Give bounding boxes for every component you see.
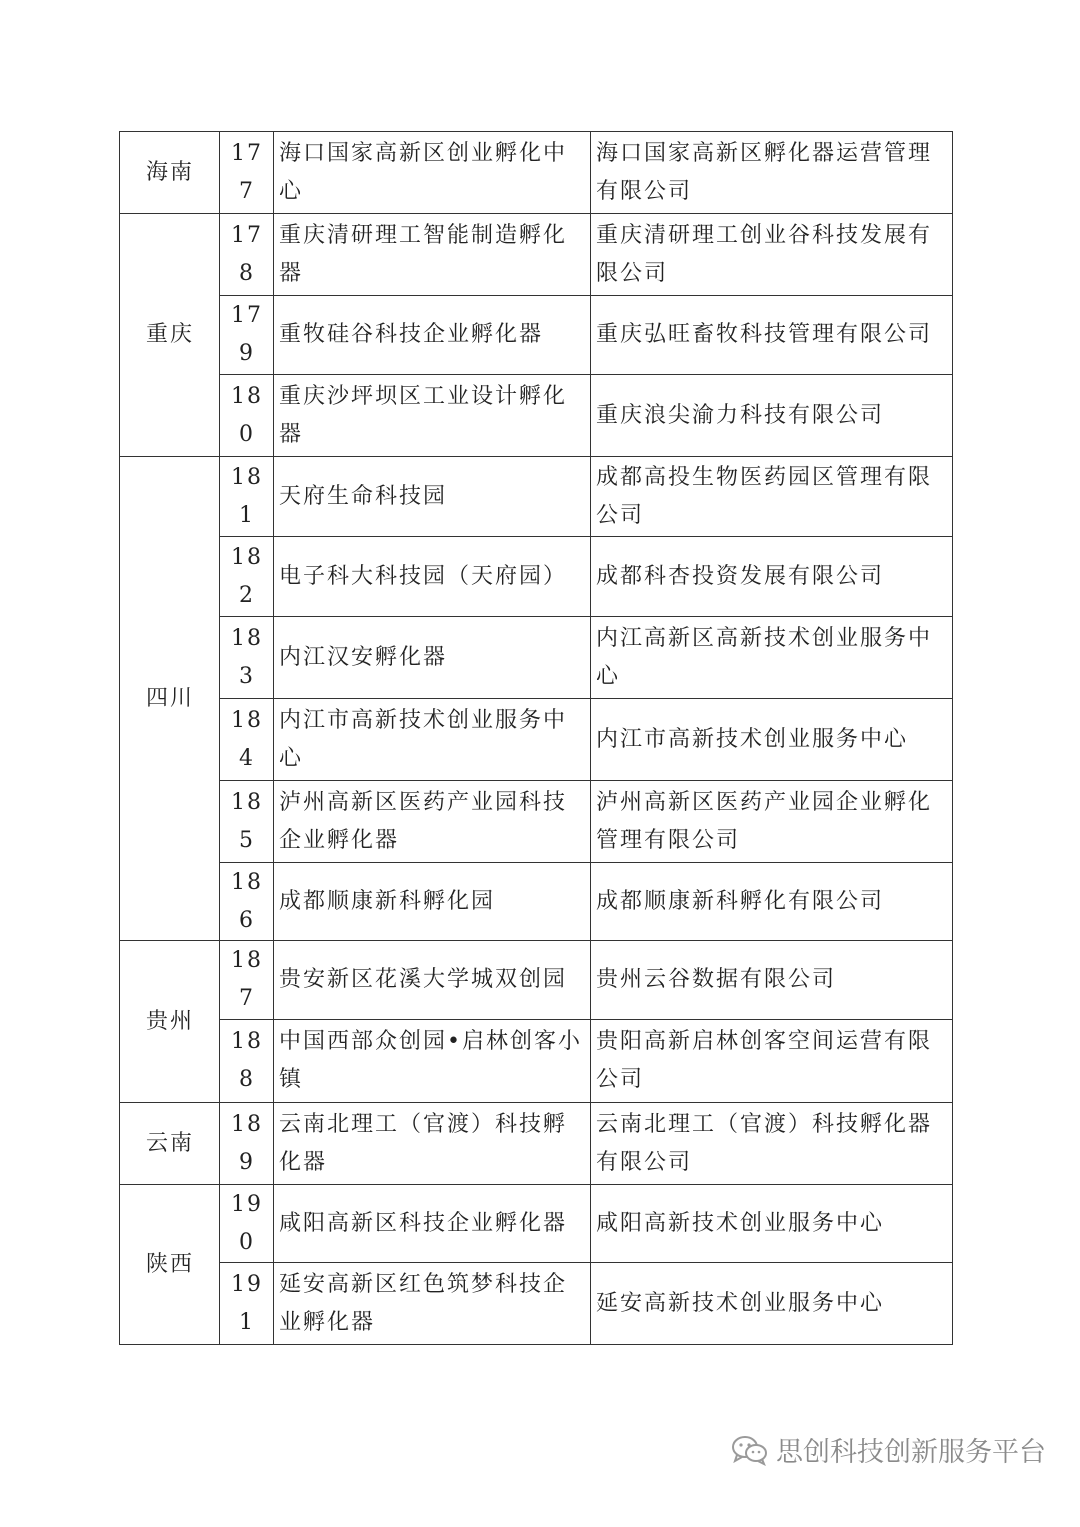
table-row	[120, 941, 953, 1020]
incubator-name: 延安高新区红色筑梦科技企业孵化器	[274, 1263, 591, 1345]
operator-name: 云南北理工（官渡）科技孵化器有限公司	[591, 1103, 953, 1185]
table-row	[120, 457, 953, 537]
operator-name: 贵阳高新启林创客空间运营有限公司	[591, 1020, 953, 1103]
operator-name: 成都科杏投资发展有限公司	[591, 537, 953, 617]
incubator-name: 天府生命科技园	[274, 457, 591, 537]
table-row	[120, 863, 953, 941]
serial-number: 185	[220, 781, 274, 863]
incubator-name: 电子科大科技园（天府园）	[274, 537, 591, 617]
incubator-name: 重庆清研理工智能制造孵化器	[274, 214, 591, 296]
province-cell: 四川	[120, 457, 220, 941]
serial-number: 180	[220, 375, 274, 457]
incubator-name: 重庆沙坪坝区工业设计孵化器	[274, 375, 591, 457]
serial-number: 177	[220, 132, 274, 214]
table-row	[120, 132, 953, 214]
incubator-name: 贵安新区花溪大学城双创园	[274, 941, 591, 1020]
province-cell: 重庆	[120, 214, 220, 457]
table-row	[120, 699, 953, 781]
serial-number: 187	[220, 941, 274, 1020]
operator-name: 重庆弘旺畜牧科技管理有限公司	[591, 296, 953, 375]
operator-name: 重庆浪尖渝力科技有限公司	[591, 375, 953, 457]
operator-name: 贵州云谷数据有限公司	[591, 941, 953, 1020]
incubator-name: 云南北理工（官渡）科技孵化器	[274, 1103, 591, 1185]
operator-name: 成都高投生物医药园区管理有限公司	[591, 457, 953, 537]
table-row	[120, 1185, 953, 1263]
incubator-name: 咸阳高新区科技企业孵化器	[274, 1185, 591, 1263]
table-row	[120, 781, 953, 863]
serial-number: 179	[220, 296, 274, 375]
province-cell: 海南	[120, 132, 220, 214]
serial-number: 181	[220, 457, 274, 537]
wechat-icon	[730, 1434, 770, 1466]
serial-number: 182	[220, 537, 274, 617]
operator-name: 海口国家高新区孵化器运营管理有限公司	[591, 132, 953, 214]
serial-number: 189	[220, 1103, 274, 1185]
watermark-text: 思创科技创新服务平台	[776, 1437, 1046, 1468]
incubator-name: 海口国家高新区创业孵化中心	[274, 132, 591, 214]
table-row	[120, 1263, 953, 1345]
serial-number: 184	[220, 699, 274, 781]
incubator-name: 重牧硅谷科技企业孵化器	[274, 296, 591, 375]
serial-number: 188	[220, 1020, 274, 1103]
serial-number: 178	[220, 214, 274, 296]
operator-name: 内江市高新技术创业服务中心	[591, 699, 953, 781]
serial-number: 190	[220, 1185, 274, 1263]
serial-number: 183	[220, 617, 274, 699]
serial-number: 191	[220, 1263, 274, 1345]
incubator-name: 中国西部众创园•启林创客小镇	[274, 1020, 591, 1103]
operator-name: 咸阳高新技术创业服务中心	[591, 1185, 953, 1263]
province-cell: 陕西	[120, 1185, 220, 1345]
operator-name: 重庆清研理工创业谷科技发展有限公司	[591, 214, 953, 296]
table-row	[120, 1103, 953, 1185]
province-cell: 贵州	[120, 941, 220, 1103]
table-row	[120, 1020, 953, 1103]
serial-number: 186	[220, 863, 274, 941]
watermark	[730, 1430, 1046, 1469]
table-row	[120, 617, 953, 699]
table-row	[120, 375, 953, 457]
province-cell: 云南	[120, 1103, 220, 1185]
operator-name: 成都顺康新科孵化有限公司	[591, 863, 953, 941]
table-row	[120, 296, 953, 375]
table-row	[120, 214, 953, 296]
operator-name: 延安高新技术创业服务中心	[591, 1263, 953, 1345]
incubator-name: 内江汉安孵化器	[274, 617, 591, 699]
incubator-name: 内江市高新技术创业服务中心	[274, 699, 591, 781]
operator-name: 内江高新区高新技术创业服务中心	[591, 617, 953, 699]
operator-name: 泸州高新区医药产业园企业孵化管理有限公司	[591, 781, 953, 863]
incubator-name: 成都顺康新科孵化园	[274, 863, 591, 941]
incubator-table	[119, 131, 953, 1345]
table-row	[120, 537, 953, 617]
incubator-name: 泸州高新区医药产业园科技企业孵化器	[274, 781, 591, 863]
